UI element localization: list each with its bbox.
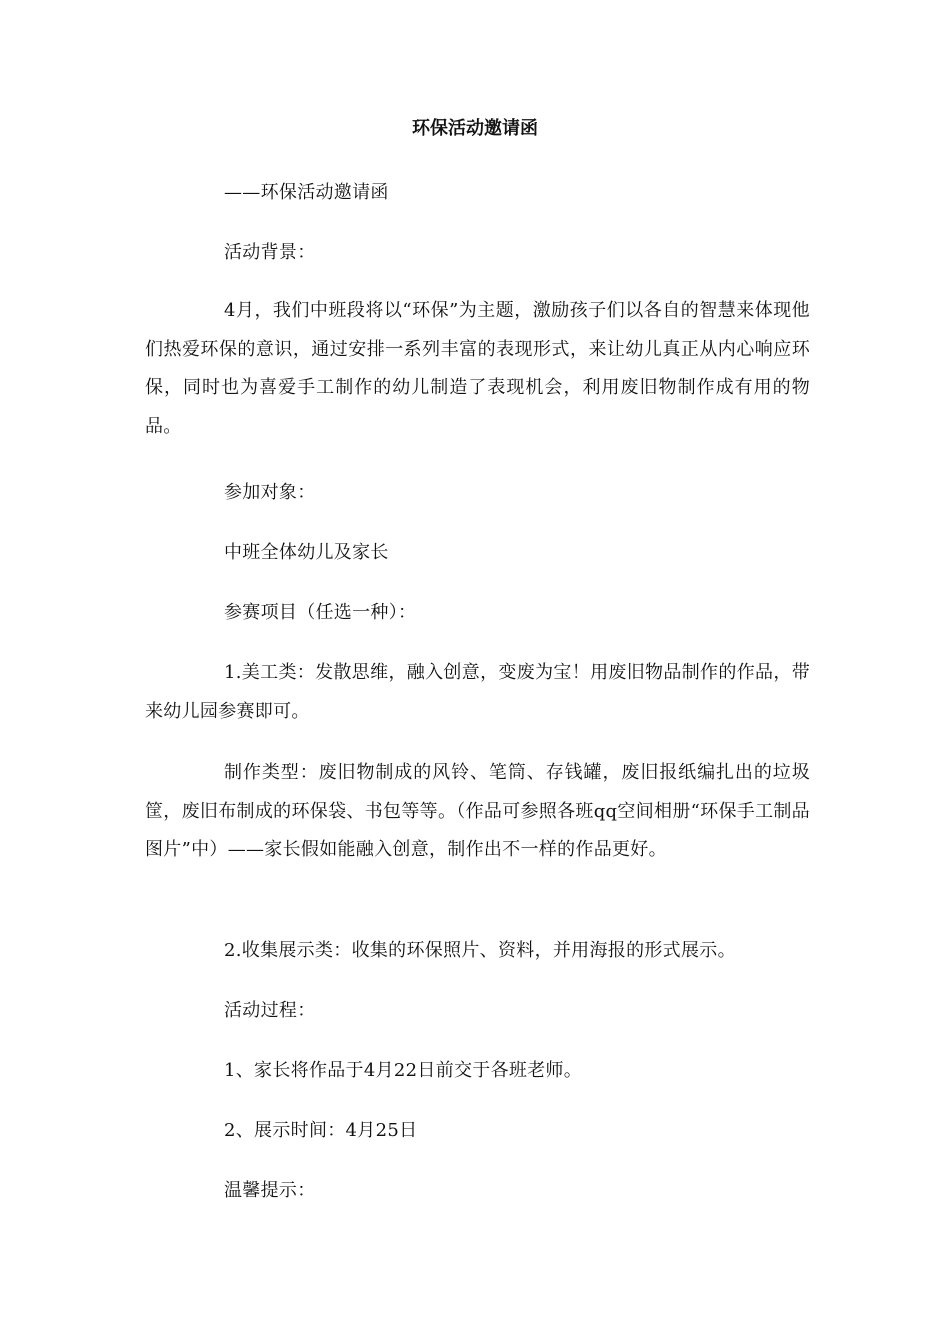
item-collection-category: 2.收集展示类：收集的环保照片、资料，并用海报的形式展示。: [224, 940, 736, 961]
process-heading: 活动过程：: [224, 1000, 316, 1021]
tips-heading: 温馨提示：: [224, 1180, 316, 1201]
items-heading: 参赛项目（任选一种）：: [224, 602, 417, 623]
document-title: 环保活动邀请函: [412, 118, 538, 139]
background-paragraph: 4月，我们中班段将以“环保”为主题，激励孩子们以各自的智慧来体现他们热爱环保的意识，通过安排一系列丰富的表现形式，来让幼儿真正从内心响应环保，同时也为喜爱手工制作的幼儿制造了表现机会，利用废旧物制作成有用的物品。: [145, 300, 810, 437]
item-art-category: 1.美工类：发散思维，融入创意，变废为宝！用废旧物品制作的作品，带来幼儿园参赛即可。: [145, 662, 810, 722]
item-art-types: 制作类型：废旧物制成的风铃、笔筒、存钱罐，废旧报纸编扎出的垃圾筐，废旧布制成的环保袋、书包等等。（作品可参照各班qq空间相册“环保手工制品图片”中）——家长假如能融入创意，制作出不一样的作品更好。: [145, 762, 810, 860]
process-step-2: 2、展示时间：4月25日: [224, 1120, 418, 1141]
participants-text: 中班全体幼儿及家长: [224, 542, 389, 563]
process-step-1: 1、家长将作品于4月22日前交于各班老师。: [224, 1060, 583, 1081]
background-heading: 活动背景：: [224, 242, 316, 263]
participants-heading: 参加对象：: [224, 482, 316, 503]
document-subtitle: ——环保活动邀请函: [224, 182, 389, 203]
